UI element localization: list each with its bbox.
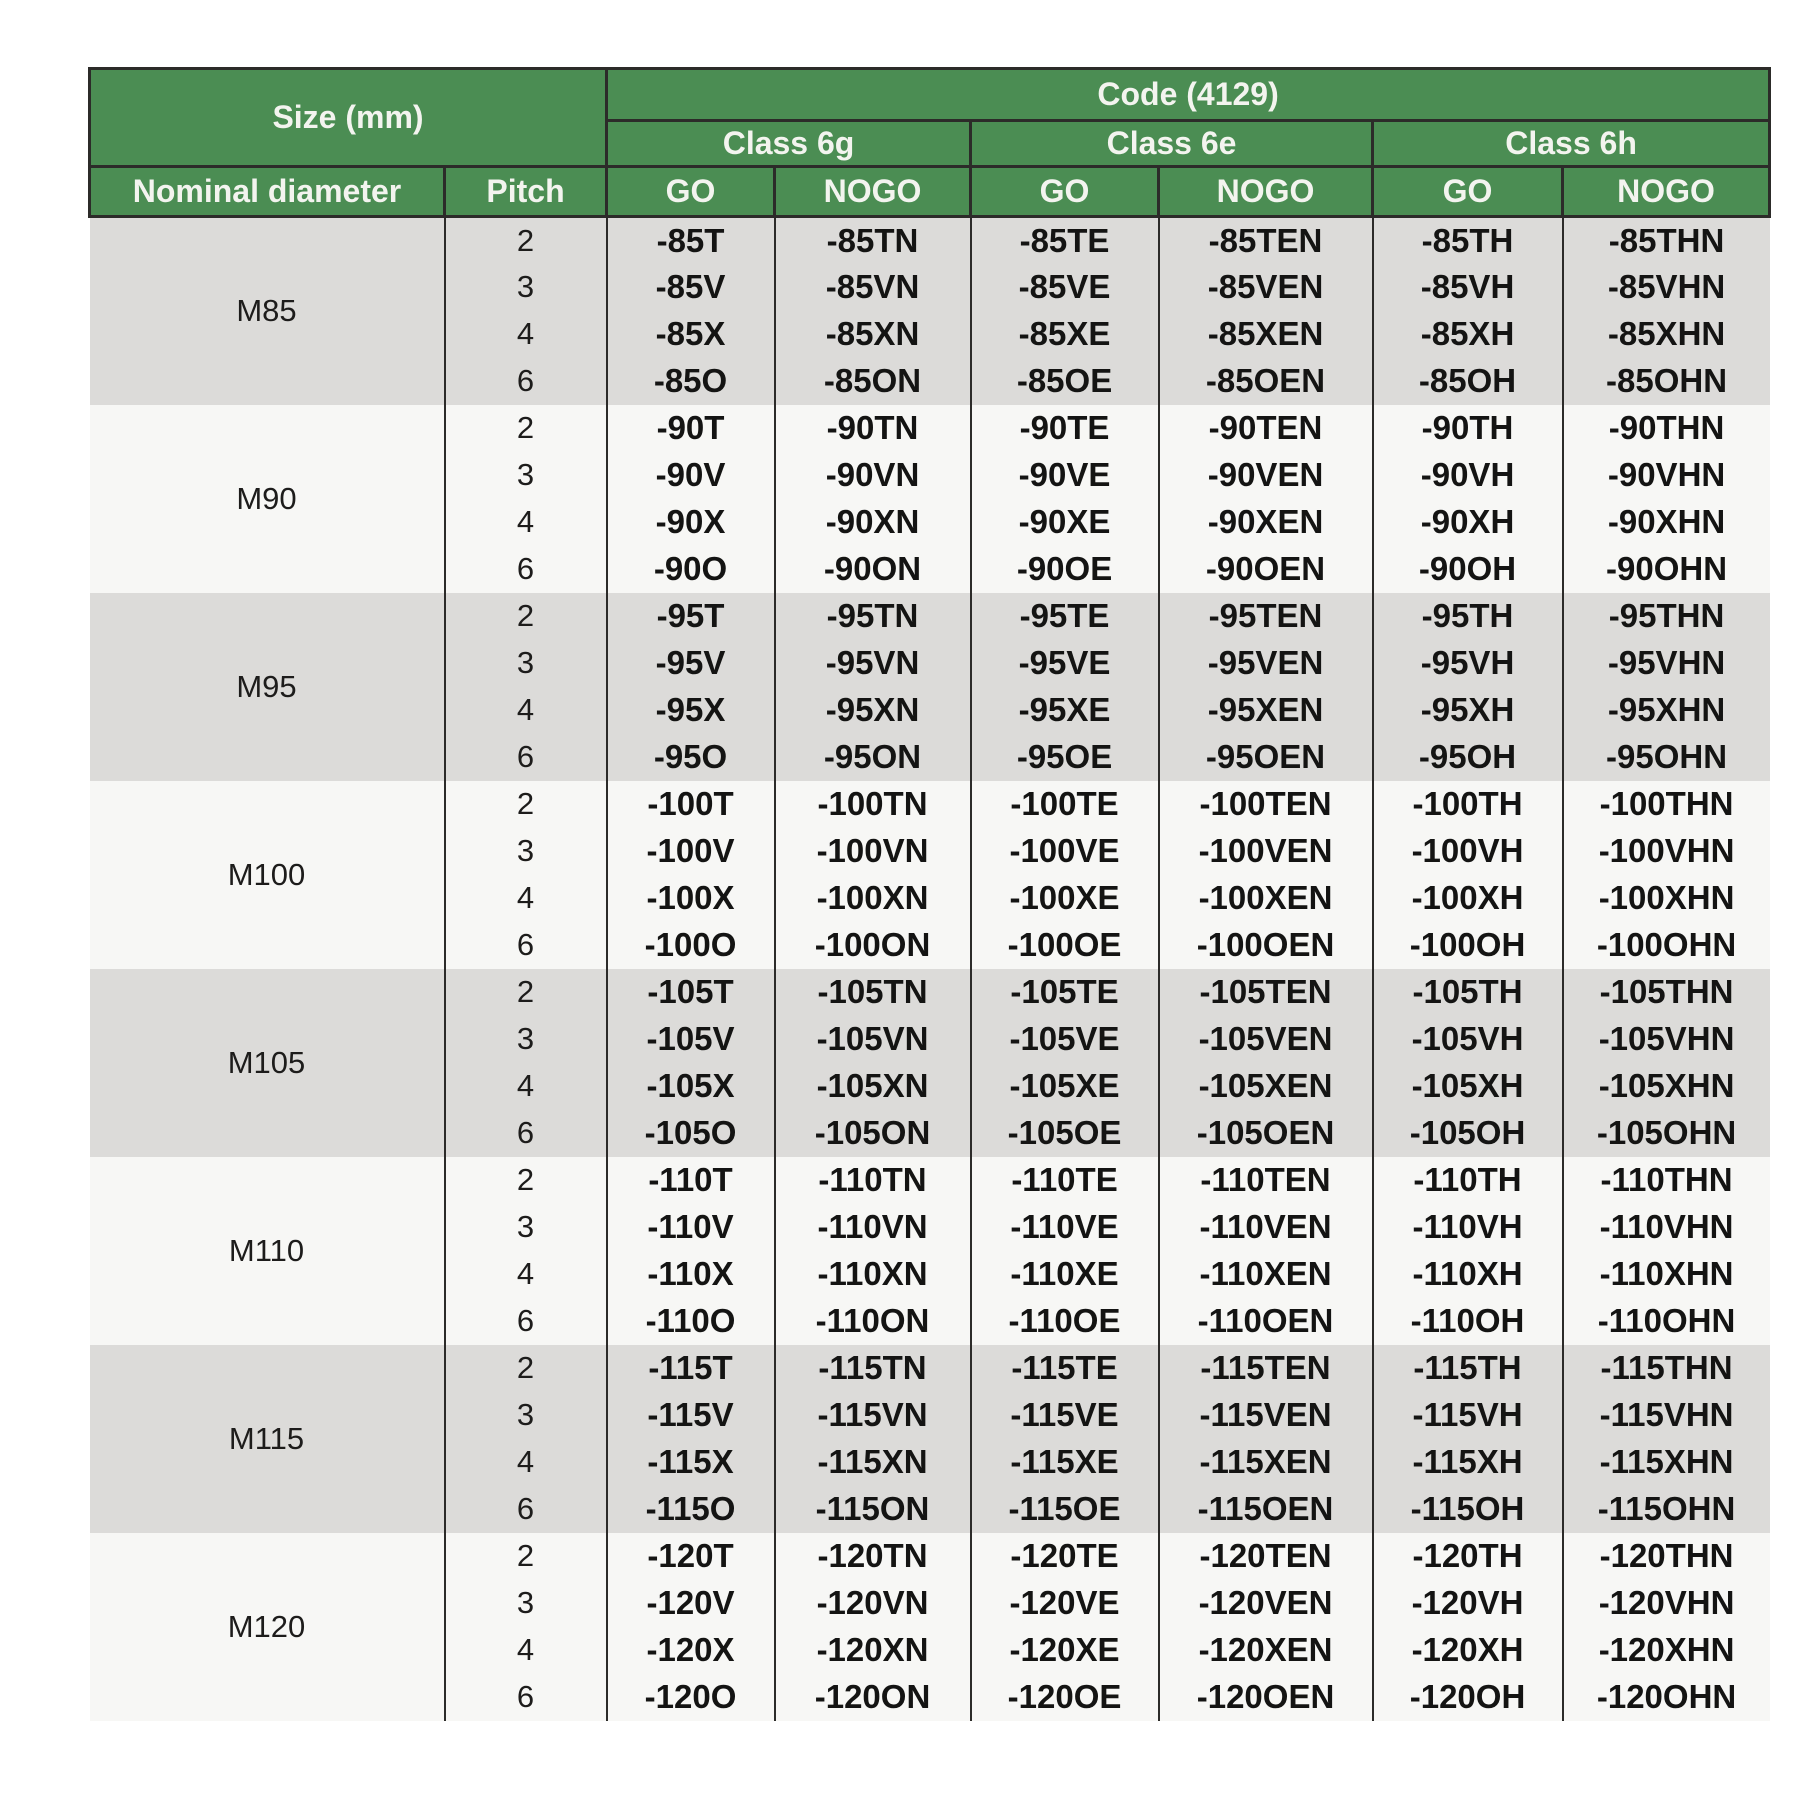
code-cell: -95VH — [1373, 640, 1563, 687]
code-cell: -115VN — [775, 1392, 971, 1439]
code-cell: -85XHN — [1563, 311, 1770, 358]
code-cell: -95ON — [775, 734, 971, 781]
code-cell: -100XE — [971, 875, 1159, 922]
code-cell: -120V — [607, 1580, 775, 1627]
thread-gauge-code-table — [88, 67, 1771, 1721]
pitch-cell: 2 — [445, 1533, 607, 1580]
code-cell: -110OE — [971, 1298, 1159, 1345]
code-cell: -85OH — [1373, 358, 1563, 405]
code-cell: -85VEN — [1159, 264, 1373, 311]
code-cell: -105XEN — [1159, 1063, 1373, 1110]
code-cell: -110OEN — [1159, 1298, 1373, 1345]
pitch-cell: 2 — [445, 593, 607, 640]
code-cell: -90X — [607, 499, 775, 546]
code-cell: -100OE — [971, 922, 1159, 969]
code-cell: -110VEN — [1159, 1204, 1373, 1251]
code-cell: -110XN — [775, 1251, 971, 1298]
code-cell: -105XE — [971, 1063, 1159, 1110]
code-cell: -100XH — [1373, 875, 1563, 922]
code-cell: -110O — [607, 1298, 775, 1345]
code-cell: -85OHN — [1563, 358, 1770, 405]
code-cell: -95OH — [1373, 734, 1563, 781]
code-cell: -95XH — [1373, 687, 1563, 734]
code-cell: -100VH — [1373, 828, 1563, 875]
header-row-3 — [90, 167, 1770, 217]
code-cell: -100VE — [971, 828, 1159, 875]
header-class-6h-cell: Class 6h — [1373, 121, 1770, 167]
code-cell: -95OE — [971, 734, 1159, 781]
code-cell: -100VEN — [1159, 828, 1373, 875]
code-cell: -120OH — [1373, 1674, 1563, 1721]
code-cell: -115T — [607, 1345, 775, 1392]
code-cell: -120XE — [971, 1627, 1159, 1674]
code-cell: -90VE — [971, 452, 1159, 499]
code-cell: -110ON — [775, 1298, 971, 1345]
code-cell: -85O — [607, 358, 775, 405]
code-cell: -85TH — [1373, 217, 1563, 264]
code-cell: -120OHN — [1563, 1674, 1770, 1721]
pitch-cell: 6 — [445, 922, 607, 969]
code-cell: -115TE — [971, 1345, 1159, 1392]
code-cell: -115O — [607, 1486, 775, 1533]
code-cell: -90TH — [1373, 405, 1563, 452]
code-cell: -115XE — [971, 1439, 1159, 1486]
code-cell: -90XH — [1373, 499, 1563, 546]
code-cell: -120TEN — [1159, 1533, 1373, 1580]
pitch-cell: 4 — [445, 1439, 607, 1486]
diameter-cell: M110 — [90, 1157, 445, 1345]
pitch-cell: 6 — [445, 1674, 607, 1721]
code-cell: -115VE — [971, 1392, 1159, 1439]
code-cell: -95V — [607, 640, 775, 687]
code-cell: -105ON — [775, 1110, 971, 1157]
code-cell: -105VH — [1373, 1016, 1563, 1063]
code-cell: -105V — [607, 1016, 775, 1063]
code-cell: -100ON — [775, 922, 971, 969]
code-cell: -115OHN — [1563, 1486, 1770, 1533]
code-cell: -105VHN — [1563, 1016, 1770, 1063]
code-cell: -85TN — [775, 217, 971, 264]
code-cell: -115TEN — [1159, 1345, 1373, 1392]
pitch-cell: 2 — [445, 217, 607, 264]
code-cell: -115ON — [775, 1486, 971, 1533]
pitch-cell: 4 — [445, 311, 607, 358]
diameter-cell: M90 — [90, 405, 445, 593]
code-cell: -100TH — [1373, 781, 1563, 828]
pitch-cell: 6 — [445, 358, 607, 405]
pitch-cell: 3 — [445, 828, 607, 875]
code-cell: -115VHN — [1563, 1392, 1770, 1439]
code-cell: -100T — [607, 781, 775, 828]
diameter-cell: M95 — [90, 593, 445, 781]
code-cell: -85XH — [1373, 311, 1563, 358]
code-cell: -115OH — [1373, 1486, 1563, 1533]
code-cell: -115VH — [1373, 1392, 1563, 1439]
code-cell: -90XEN — [1159, 499, 1373, 546]
code-cell: -100OHN — [1563, 922, 1770, 969]
code-cell: -105T — [607, 969, 775, 1016]
header-nogo-6h-cell: NOGO — [1563, 167, 1770, 217]
code-cell: -85TEN — [1159, 217, 1373, 264]
code-cell: -110XE — [971, 1251, 1159, 1298]
header-class-6g-cell: Class 6g — [607, 121, 971, 167]
code-cell: -105XH — [1373, 1063, 1563, 1110]
code-cell: -120VEN — [1159, 1580, 1373, 1627]
code-cell: -100O — [607, 922, 775, 969]
pitch-cell: 6 — [445, 1486, 607, 1533]
code-cell: -85OE — [971, 358, 1159, 405]
pitch-cell: 3 — [445, 1016, 607, 1063]
code-cell: -95TH — [1373, 593, 1563, 640]
header-size-cell: Size (mm) — [90, 69, 607, 167]
code-cell: -85T — [607, 217, 775, 264]
header-class-6e-cell: Class 6e — [971, 121, 1373, 167]
code-cell: -90TN — [775, 405, 971, 452]
code-cell: -120VHN — [1563, 1580, 1770, 1627]
pitch-cell: 6 — [445, 734, 607, 781]
code-cell: -115THN — [1563, 1345, 1770, 1392]
code-cell: -105OHN — [1563, 1110, 1770, 1157]
code-cell: -105XHN — [1563, 1063, 1770, 1110]
table-row — [90, 1345, 1770, 1392]
code-cell: -85THN — [1563, 217, 1770, 264]
code-cell: -120VN — [775, 1580, 971, 1627]
pitch-cell: 3 — [445, 1392, 607, 1439]
code-cell: -85VE — [971, 264, 1159, 311]
code-cell: -95T — [607, 593, 775, 640]
code-cell: -95TE — [971, 593, 1159, 640]
code-cell: -100THN — [1563, 781, 1770, 828]
code-cell: -110VE — [971, 1204, 1159, 1251]
code-cell: -105TH — [1373, 969, 1563, 1016]
code-cell: -90OHN — [1563, 546, 1770, 593]
header-go-6h-cell: GO — [1373, 167, 1563, 217]
code-cell: -105THN — [1563, 969, 1770, 1016]
code-cell: -90T — [607, 405, 775, 452]
pitch-cell: 6 — [445, 1110, 607, 1157]
code-cell: -90V — [607, 452, 775, 499]
code-cell: -95X — [607, 687, 775, 734]
pitch-cell: 2 — [445, 1345, 607, 1392]
table-header — [90, 69, 1770, 217]
code-cell: -95VE — [971, 640, 1159, 687]
code-cell: -110XEN — [1159, 1251, 1373, 1298]
code-cell: -120TH — [1373, 1533, 1563, 1580]
table-row — [90, 1533, 1770, 1580]
code-cell: -100V — [607, 828, 775, 875]
code-cell: -90OE — [971, 546, 1159, 593]
code-cell: -120VE — [971, 1580, 1159, 1627]
code-cell: -110OH — [1373, 1298, 1563, 1345]
code-cell: -95VHN — [1563, 640, 1770, 687]
code-cell: -120XN — [775, 1627, 971, 1674]
code-cell: -90OH — [1373, 546, 1563, 593]
code-cell: -95OHN — [1563, 734, 1770, 781]
pitch-cell: 2 — [445, 781, 607, 828]
code-cell: -120THN — [1563, 1533, 1770, 1580]
code-cell: -95VN — [775, 640, 971, 687]
code-cell: -90XE — [971, 499, 1159, 546]
code-cell: -100VN — [775, 828, 971, 875]
pitch-cell: 4 — [445, 499, 607, 546]
code-cell: -100TE — [971, 781, 1159, 828]
pitch-cell: 3 — [445, 452, 607, 499]
code-cell: -95XHN — [1563, 687, 1770, 734]
code-cell: -105XN — [775, 1063, 971, 1110]
code-cell: -90ON — [775, 546, 971, 593]
code-cell: -105TE — [971, 969, 1159, 1016]
pitch-cell: 2 — [445, 969, 607, 1016]
code-cell: -100VHN — [1563, 828, 1770, 875]
code-cell: -110VH — [1373, 1204, 1563, 1251]
code-cell: -115XH — [1373, 1439, 1563, 1486]
code-cell: -100X — [607, 875, 775, 922]
code-cell: -105OH — [1373, 1110, 1563, 1157]
code-cell: -115XHN — [1563, 1439, 1770, 1486]
code-cell: -90VH — [1373, 452, 1563, 499]
code-cell: -120OEN — [1159, 1674, 1373, 1721]
code-cell: -105VEN — [1159, 1016, 1373, 1063]
code-cell: -110T — [607, 1157, 775, 1204]
header-nogo-6g-cell: NOGO — [775, 167, 971, 217]
code-cell: -105VE — [971, 1016, 1159, 1063]
code-cell: -95THN — [1563, 593, 1770, 640]
code-cell: -90O — [607, 546, 775, 593]
code-cell: -100OEN — [1159, 922, 1373, 969]
code-cell: -115TN — [775, 1345, 971, 1392]
code-cell: -90TEN — [1159, 405, 1373, 452]
code-cell: -85ON — [775, 358, 971, 405]
code-cell: -100OH — [1373, 922, 1563, 969]
code-cell: -120TN — [775, 1533, 971, 1580]
code-cell: -90THN — [1563, 405, 1770, 452]
code-cell: -95VEN — [1159, 640, 1373, 687]
table-row — [90, 969, 1770, 1016]
code-cell: -95TN — [775, 593, 971, 640]
code-cell: -110XHN — [1563, 1251, 1770, 1298]
code-cell: -105O — [607, 1110, 775, 1157]
code-cell: -120XEN — [1159, 1627, 1373, 1674]
pitch-cell: 6 — [445, 1298, 607, 1345]
code-cell: -100XEN — [1159, 875, 1373, 922]
code-cell: -105X — [607, 1063, 775, 1110]
code-cell: -90VEN — [1159, 452, 1373, 499]
pitch-cell: 3 — [445, 264, 607, 311]
code-cell: -85X — [607, 311, 775, 358]
code-cell: -90TE — [971, 405, 1159, 452]
pitch-cell: 4 — [445, 1627, 607, 1674]
code-cell: -90XHN — [1563, 499, 1770, 546]
code-cell: -90XN — [775, 499, 971, 546]
code-cell: -105OEN — [1159, 1110, 1373, 1157]
code-cell: -110TE — [971, 1157, 1159, 1204]
code-cell: -110VHN — [1563, 1204, 1770, 1251]
pitch-cell: 2 — [445, 1157, 607, 1204]
header-nominal-diameter-cell: Nominal diameter — [90, 167, 445, 217]
code-cell: -85XEN — [1159, 311, 1373, 358]
code-cell: -90OEN — [1159, 546, 1373, 593]
pitch-cell: 6 — [445, 546, 607, 593]
code-cell: -85XE — [971, 311, 1159, 358]
code-cell: -120TE — [971, 1533, 1159, 1580]
code-cell: -115XEN — [1159, 1439, 1373, 1486]
code-cell: -120VH — [1373, 1580, 1563, 1627]
code-cell: -120T — [607, 1533, 775, 1580]
table-row — [90, 781, 1770, 828]
code-cell: -115OE — [971, 1486, 1159, 1533]
pitch-cell: 4 — [445, 1251, 607, 1298]
code-cell: -120O — [607, 1674, 775, 1721]
header-go-6e-cell: GO — [971, 167, 1159, 217]
code-cell: -95TEN — [1159, 593, 1373, 640]
pitch-cell: 3 — [445, 1204, 607, 1251]
code-cell: -115XN — [775, 1439, 971, 1486]
table-row — [90, 1157, 1770, 1204]
diameter-cell: M85 — [90, 217, 445, 405]
header-row-1 — [90, 69, 1770, 121]
code-cell: -110OHN — [1563, 1298, 1770, 1345]
code-cell: -110V — [607, 1204, 775, 1251]
pitch-cell: 4 — [445, 687, 607, 734]
header-go-6g-cell: GO — [607, 167, 775, 217]
code-cell: -110TEN — [1159, 1157, 1373, 1204]
code-cell: -85XN — [775, 311, 971, 358]
code-cell: -110TN — [775, 1157, 971, 1204]
code-cell: -115V — [607, 1392, 775, 1439]
code-cell: -85V — [607, 264, 775, 311]
code-cell: -95XE — [971, 687, 1159, 734]
table-row — [90, 217, 1770, 264]
code-cell: -120XH — [1373, 1627, 1563, 1674]
code-cell: -115X — [607, 1439, 775, 1486]
code-cell: -105OE — [971, 1110, 1159, 1157]
code-cell: -95XN — [775, 687, 971, 734]
diameter-cell: M120 — [90, 1533, 445, 1721]
code-cell: -120X — [607, 1627, 775, 1674]
code-cell: -110XH — [1373, 1251, 1563, 1298]
code-cell: -115TH — [1373, 1345, 1563, 1392]
code-cell: -110TH — [1373, 1157, 1563, 1204]
diameter-cell: M105 — [90, 969, 445, 1157]
pitch-cell: 4 — [445, 1063, 607, 1110]
code-cell: -95OEN — [1159, 734, 1373, 781]
code-cell: -105TN — [775, 969, 971, 1016]
header-pitch-cell: Pitch — [445, 167, 607, 217]
code-cell: -95O — [607, 734, 775, 781]
code-cell: -115VEN — [1159, 1392, 1373, 1439]
code-cell: -85OEN — [1159, 358, 1373, 405]
code-cell: -120XHN — [1563, 1627, 1770, 1674]
code-cell: -110X — [607, 1251, 775, 1298]
diameter-cell: M100 — [90, 781, 445, 969]
code-cell: -85VH — [1373, 264, 1563, 311]
code-cell: -100TN — [775, 781, 971, 828]
header-nogo-6e-cell: NOGO — [1159, 167, 1373, 217]
code-cell: -120ON — [775, 1674, 971, 1721]
code-cell: -85VHN — [1563, 264, 1770, 311]
diameter-cell: M115 — [90, 1345, 445, 1533]
code-cell: -100XHN — [1563, 875, 1770, 922]
code-cell: -85TE — [971, 217, 1159, 264]
pitch-cell: 4 — [445, 875, 607, 922]
code-cell: -115OEN — [1159, 1486, 1373, 1533]
table-row — [90, 405, 1770, 452]
code-cell: -100TEN — [1159, 781, 1373, 828]
code-cell: -95XEN — [1159, 687, 1373, 734]
code-cell: -120OE — [971, 1674, 1159, 1721]
code-cell: -90VN — [775, 452, 971, 499]
header-code-cell: Code (4129) — [607, 69, 1770, 121]
pitch-cell: 3 — [445, 640, 607, 687]
code-cell: -100XN — [775, 875, 971, 922]
code-cell: -110VN — [775, 1204, 971, 1251]
code-cell: -110THN — [1563, 1157, 1770, 1204]
code-cell: -90VHN — [1563, 452, 1770, 499]
pitch-cell: 3 — [445, 1580, 607, 1627]
code-cell: -85VN — [775, 264, 971, 311]
code-cell: -105TEN — [1159, 969, 1373, 1016]
table-row — [90, 593, 1770, 640]
code-cell: -105VN — [775, 1016, 971, 1063]
pitch-cell: 2 — [445, 405, 607, 452]
table-body — [90, 217, 1770, 1721]
